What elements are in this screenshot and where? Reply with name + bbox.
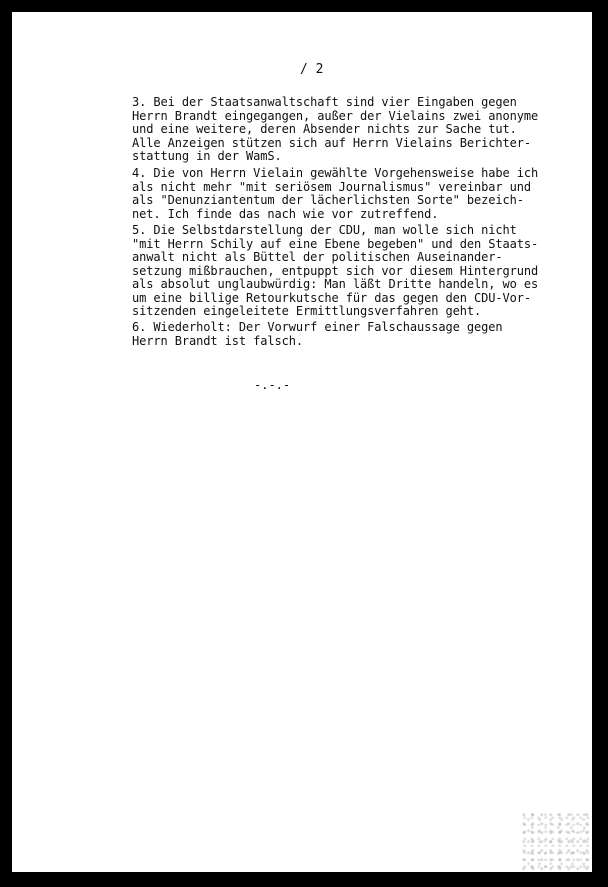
text-line: als absolut unglaubwürdig: Man läßt Dritte handeln, wo es (132, 277, 539, 291)
paragraph-4 (132, 167, 552, 221)
text-line: um eine billige Retourkutsche für das gegen den CDU-Vor- (132, 290, 531, 305)
text-line: net. Ich finde das nach wie vor zutreffend. (132, 206, 439, 221)
end-mark: -.-.- (254, 378, 291, 392)
text-line: als "Denunziantentum der lächerlichsten Sorte" bezeich- (132, 193, 524, 207)
paragraph-6 (132, 321, 552, 348)
text-line: 6. Wiederholt: Der Vorwurf einer Falschaussage gegen (132, 320, 503, 334)
text-line: "mit Herrn Schily auf eine Ebene begeben" und den Staats- (132, 236, 539, 251)
text-line: und eine weitere, deren Absender nichts zur Sache tut. (132, 122, 517, 136)
text-line: 3. Bei der Staatsanwaltschaft sind vier Eingaben gegen (132, 95, 517, 109)
scan-noise (522, 812, 592, 872)
text-line: 5. Die Selbstdarstellung der CDU, man wolle sich nicht (132, 223, 517, 237)
page-number: / 2 (300, 62, 324, 77)
text-line: stattung in der WamS. (132, 149, 282, 163)
text-line: als nicht mehr "mit seriösem Journalismus" vereinbar und (132, 179, 531, 194)
document-page (12, 12, 592, 872)
text-line: Alle Anzeigen stützen sich auf Herrn Vielains Berichter- (132, 135, 531, 150)
text-line: Herrn Brandt eingegangen, außer der Vielains zwei anonyme (132, 108, 539, 123)
text-line: 4. Die von Herrn Vielain gewählte Vorgehensweise habe ich (132, 166, 539, 180)
text-line: sitzenden eingeleitete Ermittlungsverfahren geht. (132, 304, 482, 318)
paragraph-3 (132, 96, 552, 164)
text-line: Herrn Brandt ist falsch. (132, 333, 303, 348)
text-line: anwalt nicht als Büttel der politischen Auseinander- (132, 250, 503, 264)
text-line: setzung mißbrauchen, entpuppt sich vor diesem Hintergrund (132, 263, 539, 278)
paragraph-5 (132, 224, 552, 319)
